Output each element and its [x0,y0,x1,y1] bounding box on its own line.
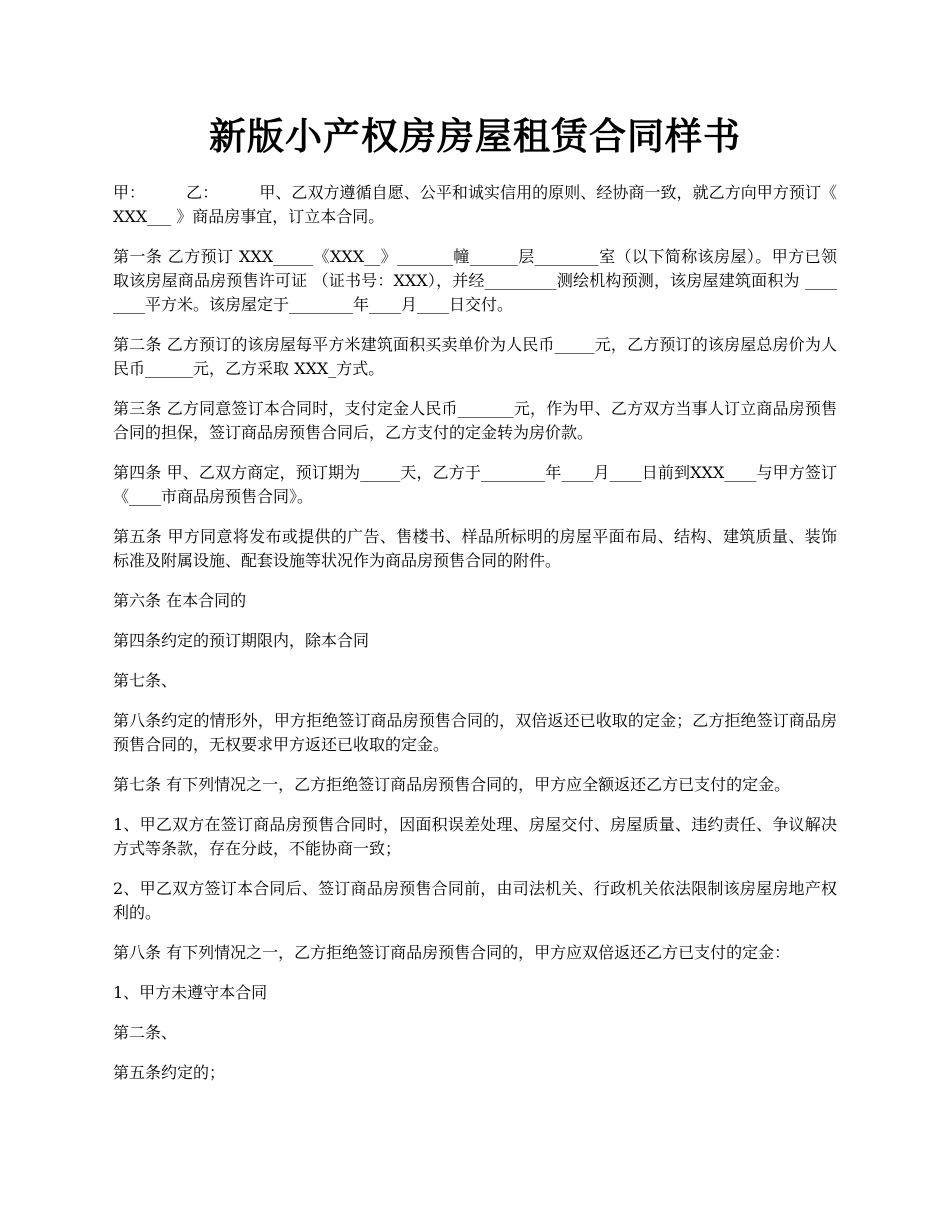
document-body [113,181,843,1101]
paragraph-article-8-ref-2: 第二条、 [113,1023,178,1042]
paragraph-article-6: 第六条 在本合同的 [113,591,247,610]
paragraph-preamble: 甲： 乙： 甲、乙双方遵循自愿、公平和诚实信用的原则、经协商一致，就乙方向甲方预订《 XXX___ 》商品房事宜，订立本合同。 [113,183,843,226]
paragraph-article-2: 第二条 乙方预订的该房屋每平方米建筑面积买卖单价为人民币_____元，乙方预订的该房屋总房价为人民币______元，乙方采取 XXX_方式。 [113,335,837,378]
paragraph-article-8: 第八条 有下列情况之一，乙方拒绝签订商品房预售合同的，甲方应双倍返还乙方已支付的定金： [113,943,791,962]
document-title: 新版小产权房房屋租赁合同样书 [209,114,741,158]
paragraph-article-8-item-1: 1、甲方未遵守本合同 [113,983,268,1002]
paragraph-article-6-cont: 第四条约定的预订期限内，除本合同 [113,631,370,650]
paragraph-article-8-ref-5: 第五条约定的； [113,1063,226,1082]
paragraph-article-7-item-1: 1、甲乙双方在签订商品房预售合同时，因面积误差处理、房屋交付、房屋质量、违约责任、争议解决方式等条款，存在分歧，不能协商一致； [113,815,837,858]
paragraph-article-6-ref-8: 第八条约定的情形外，甲方拒绝签订商品房预售合同的，双倍返还已收取的定金；乙方拒绝签订商品房预售合同的，无权要求甲方返还已收取的定金。 [113,711,837,754]
paragraph-article-1: 第一条 乙方预订 XXX_____《XXX__》_______幢______层________室（以下简称该房屋）。甲方已领取该房屋商品房预售许可证 （证书号：XXX），并经_________测绘机构预测，该房屋建筑面积为 ________平方米。该房屋定于________年____月____日交付。 [113,247,837,314]
paragraph-article-3: 第三条 乙方同意签订本合同时，支付定金人民币_______元，作为甲、乙方双方当事人订立商品房预售合同的担保，签订商品房预售合同后，乙方支付的定金转为房价款。 [113,399,837,442]
paragraph-article-7: 第七条 有下列情况之一，乙方拒绝签订商品房预售合同的，甲方应全额返还乙方已支付的定金。 [113,775,791,794]
paragraph-article-7-item-2: 2、甲乙双方签订本合同后、签订商品房预售合同前，由司法机关、行政机关依法限制该房屋房地产权利的。 [113,879,837,922]
paragraph-article-5: 第五条 甲方同意将发布或提供的广告、售楼书、样品所标明的房屋平面布局、结构、建筑质量、装饰标准及附属设施、配套设施等状况作为商品房预售合同的附件。 [113,527,837,570]
paragraph-article-4: 第四条 甲、乙双方商定，预订期为_____天，乙方于________年____月____日前到XXX____与甲方签订《____市商品房预售合同》。 [113,463,837,506]
paragraph-article-6-ref-7: 第七条、 [113,671,178,690]
